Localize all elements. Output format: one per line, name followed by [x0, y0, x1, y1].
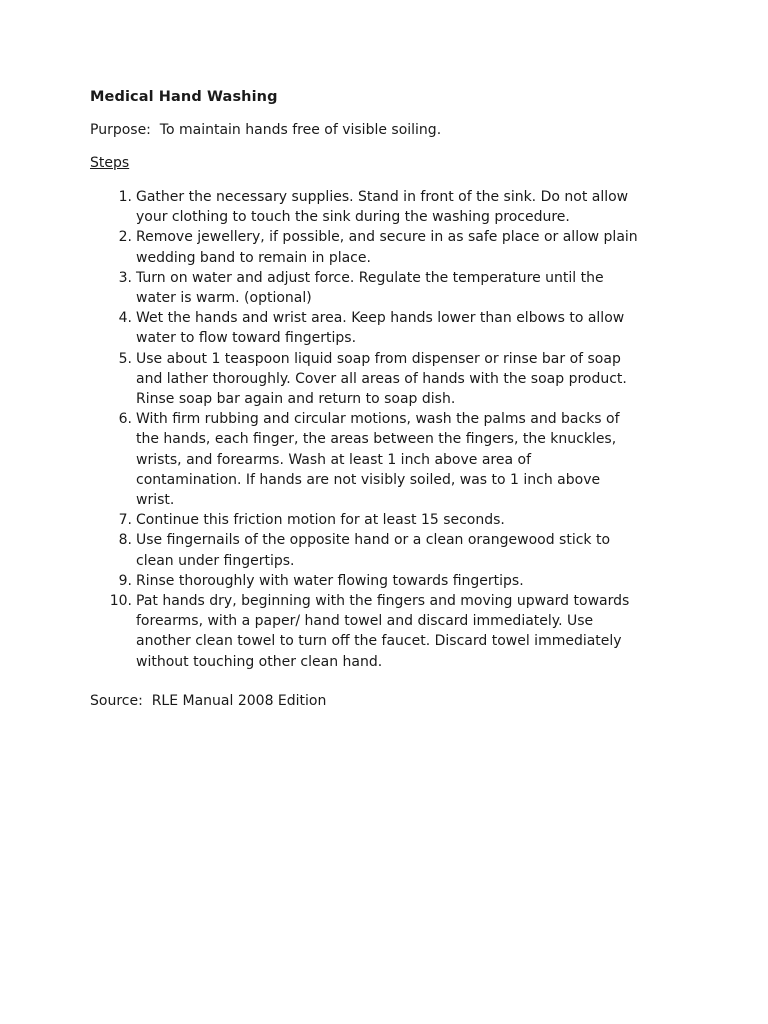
step-text-line: and lather thoroughly. Cover all areas of hands with the soap product. [136, 370, 627, 387]
step-text [136, 349, 696, 410]
step-text-line: another clean towel to turn off the faucet. Discard towel immediately [136, 633, 622, 650]
step-text [136, 591, 696, 672]
step-item [0, 510, 768, 530]
step-number: 6. [118, 411, 132, 428]
steps-heading: Steps [90, 155, 130, 171]
step-text-line: wedding band to remain in place. [136, 249, 371, 266]
step-text [136, 268, 696, 308]
step-number: 10. [109, 593, 132, 610]
step-text [136, 227, 696, 267]
step-text-line: Use fingernails of the opposite hand or a clean orangewood stick to [136, 532, 611, 549]
step-text-line: the hands, each finger, the areas between the fingers, the knuckles, [136, 431, 617, 448]
steps-list [0, 187, 768, 672]
step-text-line: water is warm. (optional) [136, 290, 312, 307]
document-title: Medical Hand Washing [90, 89, 278, 105]
step-text-line: clean under fingertips. [136, 552, 295, 569]
step-number: 5. [118, 350, 132, 367]
step-number: 1. [118, 189, 132, 205]
step-text-line: Pat hands dry, beginning with the fingers and moving upward towards [136, 593, 630, 610]
step-text-line: Rinse soap bar again and return to soap dish. [136, 391, 456, 408]
step-text-line: contamination. If hands are not visibly soiled, was to 1 inch above [136, 471, 601, 488]
step-text-line: water to flow toward fingertips. [136, 330, 357, 347]
step-text [136, 308, 696, 348]
step-item [0, 409, 768, 510]
step-item [0, 308, 768, 348]
source-citation: Source: RLE Manual 2008 Edition [90, 693, 327, 709]
step-text-line: Wet the hands and wrist area. Keep hands lower than elbows to allow [136, 310, 625, 327]
step-text [136, 510, 696, 530]
step-item [0, 591, 768, 672]
step-number: 3. [118, 269, 132, 286]
step-item [0, 227, 768, 267]
step-number: 4. [118, 310, 132, 327]
step-number: 7. [118, 512, 132, 529]
step-text-line: Gather the necessary supplies. Stand in front of the sink. Do not allow [136, 189, 629, 205]
step-text [136, 530, 696, 570]
step-number: 8. [118, 532, 132, 549]
step-item [0, 571, 768, 591]
step-text-line: Remove jewellery, if possible, and secure in as safe place or allow plain [136, 229, 638, 246]
step-item [0, 187, 768, 227]
step-text-line: wrists, and forearms. Wash at least 1 inch above area of [136, 451, 532, 468]
step-text-line: your clothing to touch the sink during the washing procedure. [136, 209, 570, 226]
step-text-line: With firm rubbing and circular motions, wash the palms and backs of [136, 411, 620, 428]
step-text [136, 409, 696, 510]
step-text-line: Rinse thoroughly with water flowing towards fingertips. [136, 572, 524, 589]
step-number: 2. [118, 229, 132, 246]
step-item [0, 349, 768, 410]
purpose-statement: Purpose: To maintain hands free of visible soiling. [90, 122, 442, 138]
step-text [136, 571, 696, 591]
step-text-line: without touching other clean hand. [136, 653, 383, 670]
step-text-line: wrist. [136, 492, 175, 509]
step-text-line: Turn on water and adjust force. Regulate the temperature until the [136, 269, 604, 286]
step-text-line: forearms, with a paper/ hand towel and discard immediately. Use [136, 613, 594, 630]
step-item [0, 530, 768, 570]
step-item [0, 268, 768, 308]
step-text [136, 187, 696, 227]
step-number: 9. [118, 572, 132, 589]
step-text-line: Continue this friction motion for at least 15 seconds. [136, 512, 505, 529]
step-text-line: Use about 1 teaspoon liquid soap from dispenser or rinse bar of soap [136, 350, 621, 367]
